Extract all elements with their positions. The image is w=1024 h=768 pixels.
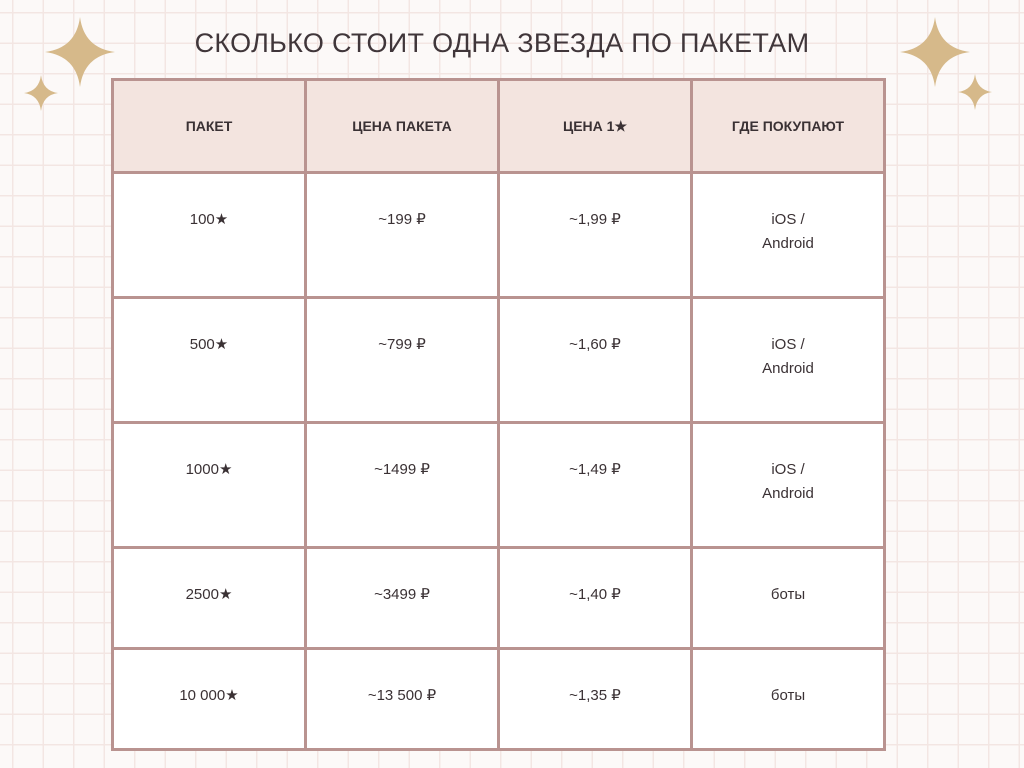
price-cell: ~3499 ₽ bbox=[306, 548, 499, 649]
header-where: ГДЕ ПОКУПАЮТ bbox=[692, 80, 885, 173]
package-cell: 1000★ bbox=[113, 423, 306, 548]
where-line: Android bbox=[762, 235, 814, 252]
price-cell: ~13 500 ₽ bbox=[306, 649, 499, 750]
package-cell: 2500★ bbox=[113, 548, 306, 649]
where-line: Android bbox=[762, 360, 814, 377]
per-star-cell: ~1,35 ₽ bbox=[499, 649, 692, 750]
where-line: Android bbox=[762, 485, 814, 502]
price-table bbox=[111, 78, 886, 751]
where-line: iOS / bbox=[771, 211, 805, 228]
where-cell bbox=[692, 548, 885, 649]
where-cell bbox=[692, 298, 885, 423]
price-cell: ~199 ₽ bbox=[306, 173, 499, 298]
table-row bbox=[113, 423, 885, 548]
table-row bbox=[113, 548, 885, 649]
table-row bbox=[113, 298, 885, 423]
where-cell bbox=[692, 173, 885, 298]
where-cell bbox=[692, 423, 885, 548]
table-row bbox=[113, 649, 885, 750]
where-line: iOS / bbox=[771, 461, 805, 478]
page-title: СКОЛЬКО СТОИТ ОДНА ЗВЕЗДА ПО ПАКЕТАМ bbox=[194, 28, 810, 58]
table-row bbox=[113, 173, 885, 298]
per-star-cell: ~1,49 ₽ bbox=[499, 423, 692, 548]
sparkle-icon bbox=[958, 74, 992, 110]
package-cell: 500★ bbox=[113, 298, 306, 423]
per-star-cell: ~1,40 ₽ bbox=[499, 548, 692, 649]
header-package: ПАКЕТ bbox=[113, 80, 306, 173]
sparkle-icon bbox=[24, 75, 58, 111]
per-star-cell: ~1,60 ₽ bbox=[499, 298, 692, 423]
price-cell: ~799 ₽ bbox=[306, 298, 499, 423]
where-line: боты bbox=[770, 687, 806, 704]
where-line: боты bbox=[770, 586, 806, 603]
per-star-cell: ~1,99 ₽ bbox=[499, 173, 692, 298]
header-price: ЦЕНА ПАКЕТА bbox=[306, 80, 499, 173]
table-header-row bbox=[113, 80, 885, 173]
where-cell bbox=[692, 649, 885, 750]
package-cell: 10 000★ bbox=[113, 649, 306, 750]
price-cell: ~1499 ₽ bbox=[306, 423, 499, 548]
package-cell: 100★ bbox=[113, 173, 306, 298]
where-line: iOS / bbox=[771, 336, 805, 353]
header-per-star: ЦЕНА 1★ bbox=[499, 80, 692, 173]
